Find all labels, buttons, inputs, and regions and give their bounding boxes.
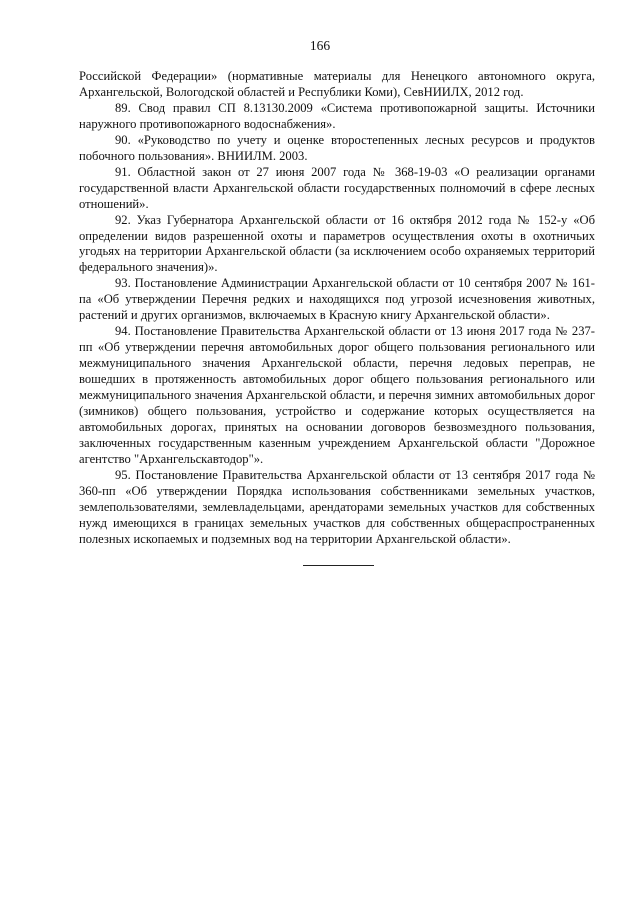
reference-entry-90: 90. «Руководство по учету и оценке второстепенных лесных ресурсов и продуктов побочного пользования». ВНИИЛМ. 2003.	[79, 132, 595, 163]
reference-entry-92: 92. Указ Губернатора Архангельской области от 16 октября 2012 года № 152-у «Об определении видов разрешенной охоты и параметров осуществления охоты в охотничьих угодьях на территории Архангельской области (за исключением особо охраняемых территорий федерального значения)».	[79, 212, 595, 275]
reference-entry-89: 89. Свод правил СП 8.13130.2009 «Система противопожарной защиты. Источники наружного противопожарного водоснабжения».	[79, 100, 595, 131]
reference-entry-94: 94. Постановление Правительства Архангельской области от 13 июня 2017 года № 237-пп «Об утверждении перечня автомобильных дорог общего пользования регионального или межмуниципального значения Архангельской области, перечня ледовых переправ, не вошедших в протяженность автомобильных дорог общего пользования регионального или межмуниципального значения Архангельской области, и перечня зимних автомобильных дорог (зимников) общего пользования, устройство и содержание которых осуществляется на автомобильных дорогах, принятых на основании договоров безвозмездного пользования, заключенных государственным казенным учреждением Архангельской области "Дорожное агентство "Архангельскавтодор"».	[79, 324, 595, 466]
reference-entry-95: 95. Постановление Правительства Архангельской области от 13 сентября 2017 года № 360-пп «Об утверждении Порядка использования собственниками земельных участков, землепользователями, землевладельцами, арендаторами земельных участков для собственных нужд имеющихся в границах земельных участков для собственных общераспространенных полезных ископаемых и подземных вод на территории Архангельской области».	[79, 467, 595, 546]
reference-entry-continuation: Российской Федерации» (нормативные материалы для Ненецкого автономного округа, Архангельской, Вологодской областей и Республики Коми), СевНИИЛХ, 2012 год.	[79, 69, 595, 99]
reference-list	[79, 69, 595, 548]
reference-entry-91: 91. Областной закон от 27 июня 2007 года № 368-19-03 «О реализации органами государственной власти Архангельской области государственных полномочий в сфере лесных отношений».	[79, 164, 595, 211]
end-separator-line	[303, 565, 374, 566]
reference-entry-93: 93. Постановление Администрации Архангельской области от 10 сентября 2007 № 161-па «Об утверждении Перечня редких и находящихся под угрозой исчезновения животных, растений и других организмов, включаемых в Красную книгу Архангельской области».	[79, 276, 595, 323]
page-number: 166	[309, 38, 331, 53]
